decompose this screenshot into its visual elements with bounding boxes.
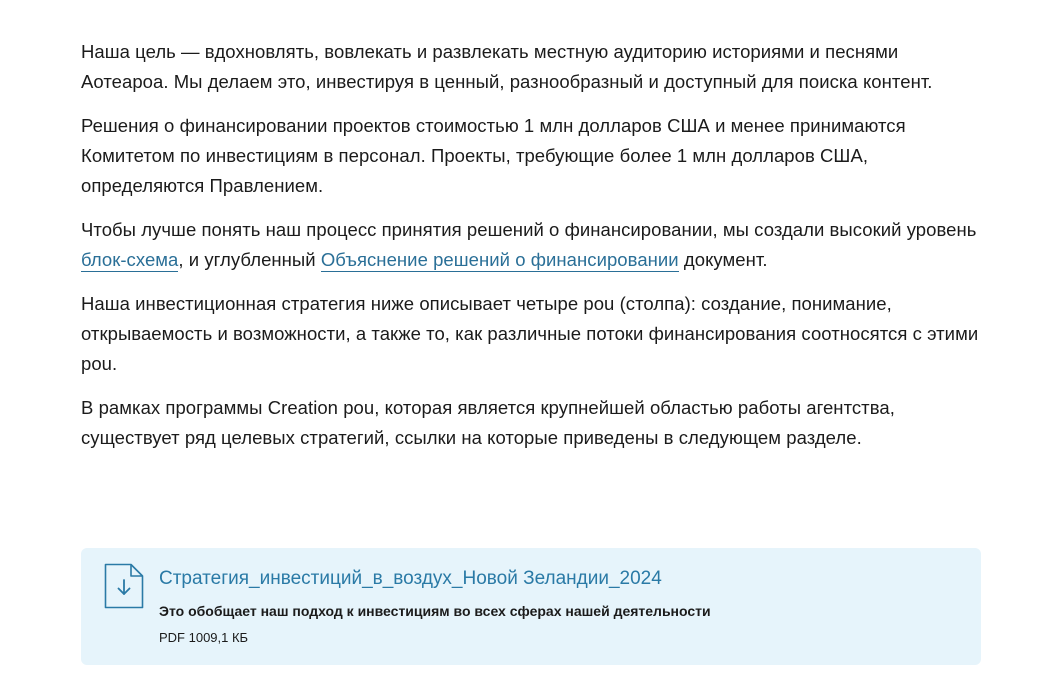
funding-decisions-explanation-link[interactable]: Объяснение решений о финансировании bbox=[320, 249, 679, 270]
paragraph-strategy: Наша инвестиционная стратегия ниже описывает четыре pou (столпа): создание, понимание, открываемость и возможности, а также то, как различные потоки финансирования соотносятся с этими pou. bbox=[81, 293, 979, 374]
paragraph-funding-decisions: Решения о финансировании проектов стоимостью 1 млн долларов США и менее принимаются Комитетом по инвестициям в персонал. Проекты, требующие более 1 млн долларов США, определяются Правлением. bbox=[81, 115, 906, 196]
paragraph-process-text-before: Чтобы лучше понять наш процесс принятия решений о финансировании, мы создали высокий уровень bbox=[81, 219, 977, 240]
paragraph-creation-pou: В рамках программы Creation pou, которая является крупнейшей областью работы агентства, существует ряд целевых стратегий, ссылки на которые приведены в следующем разделе. bbox=[81, 397, 895, 448]
flowchart-link[interactable]: блок-схема bbox=[81, 249, 179, 270]
file-download-card[interactable] bbox=[81, 548, 981, 665]
paragraph-process bbox=[81, 215, 986, 275]
file-size-meta: PDF 1009,1 КБ bbox=[159, 630, 249, 645]
file-download-icon[interactable] bbox=[104, 563, 144, 609]
paragraph-mission: Наша цель — вдохновлять, вовлекать и развлекать местную аудиторию историями и песнями Аотеароа. Мы делаем это, инвестируя в ценный, разнообразный и доступный для поиска контент. bbox=[81, 41, 933, 92]
paragraph-process-text-middle: , и углубленный bbox=[178, 249, 321, 270]
file-download-title-link[interactable]: Стратегия_инвестиций_в_воздух_Новой Зеландии_2024 bbox=[159, 568, 662, 589]
file-description: Это обобщает наш подход к инвестициям во всех сферах нашей деятельности bbox=[159, 603, 711, 619]
main-content bbox=[81, 37, 986, 467]
paragraph-process-text-after: документ. bbox=[678, 249, 768, 270]
